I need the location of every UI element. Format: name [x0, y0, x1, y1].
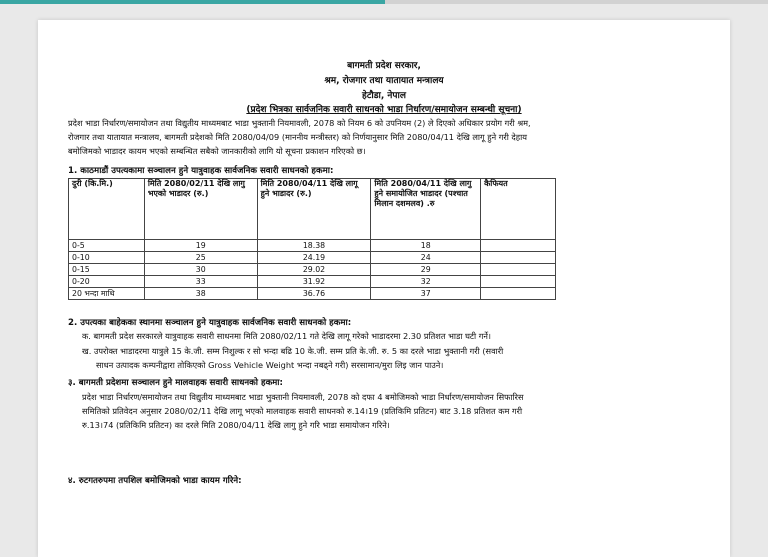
table-row	[69, 276, 556, 288]
section-3-line-2: समितिको प्रतिवेदन अनुसार 2080/02/11 देखि लागू भएको मालवाहक सवारी साधनको रु.14।19 (प्रतिकिमि प्रतिटन) बाट 3.18 प्रतिशत कम गरी	[82, 406, 523, 416]
adjusted-fare-cell: 37	[371, 288, 481, 300]
table-header-row	[69, 179, 556, 240]
adjusted-fare-cell: 29	[371, 264, 481, 276]
notice-subject: (प्रदेश भित्रका सार्वजनिक सवारी साधनको भाडा निर्धारण/समायोजन सम्बन्धी सूचना)	[246, 105, 522, 115]
new-fare-cell: 31.92	[257, 276, 371, 288]
section-2-item-ka: क. बागमती प्रदेश सरकारले यात्रुवाहक सवारी साधनमा मिति 2080/02/11 गते देखि लागू गरेको भाडादरमा 2.30 प्रतिशत भाडा घटी गर्ने।	[82, 331, 492, 341]
table-row	[69, 264, 556, 276]
section-1-title: 1. काठमाडौं उपत्यकामा सञ्चालन हुने यात्रुवाहक सार्वजनिक सवारी साधनको हकमा:	[68, 166, 334, 176]
column-header-adjusted-fare: मिति 2080/04/11 देखि लागु हुने समायोजित भाडादर (पश्चात मिलान दशमलव) .रु	[371, 179, 481, 240]
header-line-2: श्रम, रोजगार तथा यातायात मन्त्रालय	[324, 76, 444, 86]
intro-line-1: प्रदेश भाडा निर्धारण/समायोजन तथा विद्युतीय माध्यमबाट भाडा भुक्तानी नियमावली, 2078 को नियम 6 को उपनियम (2) ले दिएको अधिकार प्रयोग गरी श्रम,	[68, 118, 531, 128]
distance-cell: 20 भन्दा माथि	[69, 288, 145, 300]
previous-fare-cell: 25	[144, 252, 257, 264]
header-line-3: हेटौडा, नेपाल	[362, 91, 406, 101]
table-row	[69, 252, 556, 264]
remarks-cell	[481, 264, 556, 276]
remarks-cell	[481, 240, 556, 252]
header-line-1: बागमती प्रदेश सरकार,	[347, 61, 421, 71]
distance-cell: 0-10	[69, 252, 145, 264]
column-header-remarks: कैफियत	[481, 179, 556, 240]
column-header-distance: दुरी (कि.मि.)	[69, 179, 145, 240]
distance-cell: 0-15	[69, 264, 145, 276]
document-page	[38, 20, 730, 557]
new-fare-cell: 18.38	[257, 240, 371, 252]
distance-cell: 0-5	[69, 240, 145, 252]
section-3-line-1: प्रदेश भाडा निर्धारण/समायोजन तथा विद्युतीय माध्यमबाट भाडा भुक्तानी नियमावली, 2078 को दफा 4 बमोजिमको भाडा निर्धारण/समायोजन सिफारिस	[82, 392, 524, 402]
section-3-title: ३. बागमती प्रदेशमा सञ्चालन हुने मालवाहक सवारी साधनको हकमा:	[68, 378, 283, 388]
column-header-new-fare: मिति 2080/04/11 देखि लागू हुने भाडादर (रु.)	[257, 179, 371, 240]
section-4-title: ४. रुटगतरुपमा तपशिल बमोजिमको भाडा कायम गरिने:	[68, 476, 242, 486]
top-accent-bar	[0, 0, 385, 4]
column-header-previous-fare: मिति 2080/02/11 देखि लागु भएको भाडादर (रु.)	[144, 179, 257, 240]
remarks-cell	[481, 288, 556, 300]
section-2-title: 2. उपत्यका बाहेकका स्थानमा सञ्चालन हुने यात्रुवाहक सार्वजनिक सवारी साधनको हकमा:	[68, 318, 352, 328]
distance-cell: 0-20	[69, 276, 145, 288]
previous-fare-cell: 38	[144, 288, 257, 300]
intro-line-2: रोजगार तथा यातायात मन्त्रालय, बागमती प्रदेशको मिति 2080/04/09 (माननीय मन्त्रीस्तर) को निर्णयानुसार मिति 2080/04/11 देखि लागू हुने गरी देहाय	[68, 132, 527, 142]
previous-fare-cell: 30	[144, 264, 257, 276]
intro-line-3: बमोजिमको भाडादर कायम भएको सम्बन्धित सबैको जानकारीको लागि यो सूचना प्रकाशन गरिएको छ।	[68, 146, 366, 156]
table-row	[69, 240, 556, 252]
fare-table	[68, 178, 556, 300]
adjusted-fare-cell: 18	[371, 240, 481, 252]
previous-fare-cell: 19	[144, 240, 257, 252]
remarks-cell	[481, 252, 556, 264]
top-bar	[385, 0, 768, 4]
remarks-cell	[481, 276, 556, 288]
table-row	[69, 288, 556, 300]
section-2-item-kha-continued: साधन उत्पादक कम्पनीद्वारा तोकिएको Gross Vehicle Weight भन्दा नबढ्ने गरी) सरसामान/मुरा लिइ जान पाउने।	[96, 360, 444, 370]
new-fare-cell: 29.02	[257, 264, 371, 276]
new-fare-cell: 36.76	[257, 288, 371, 300]
new-fare-cell: 24.19	[257, 252, 371, 264]
previous-fare-cell: 33	[144, 276, 257, 288]
section-3-line-3: रु.13।74 (प्रतिकिमि प्रतिटन) का दरले मिति 2080/04/11 देखि लागु हुने गरि भाडा समायोजन गरिने।	[82, 420, 390, 430]
adjusted-fare-cell: 24	[371, 252, 481, 264]
adjusted-fare-cell: 32	[371, 276, 481, 288]
section-2-item-kha: ख. उपरोक्त भाडादरमा यात्रुले 15 के.जी. सम्म निशुल्क र सो भन्दा बढि 10 के.जी. सम्म प्रति के.जी. रु. 5 का दरले भाडा भुक्तानी गरी (सवारी	[82, 346, 504, 356]
